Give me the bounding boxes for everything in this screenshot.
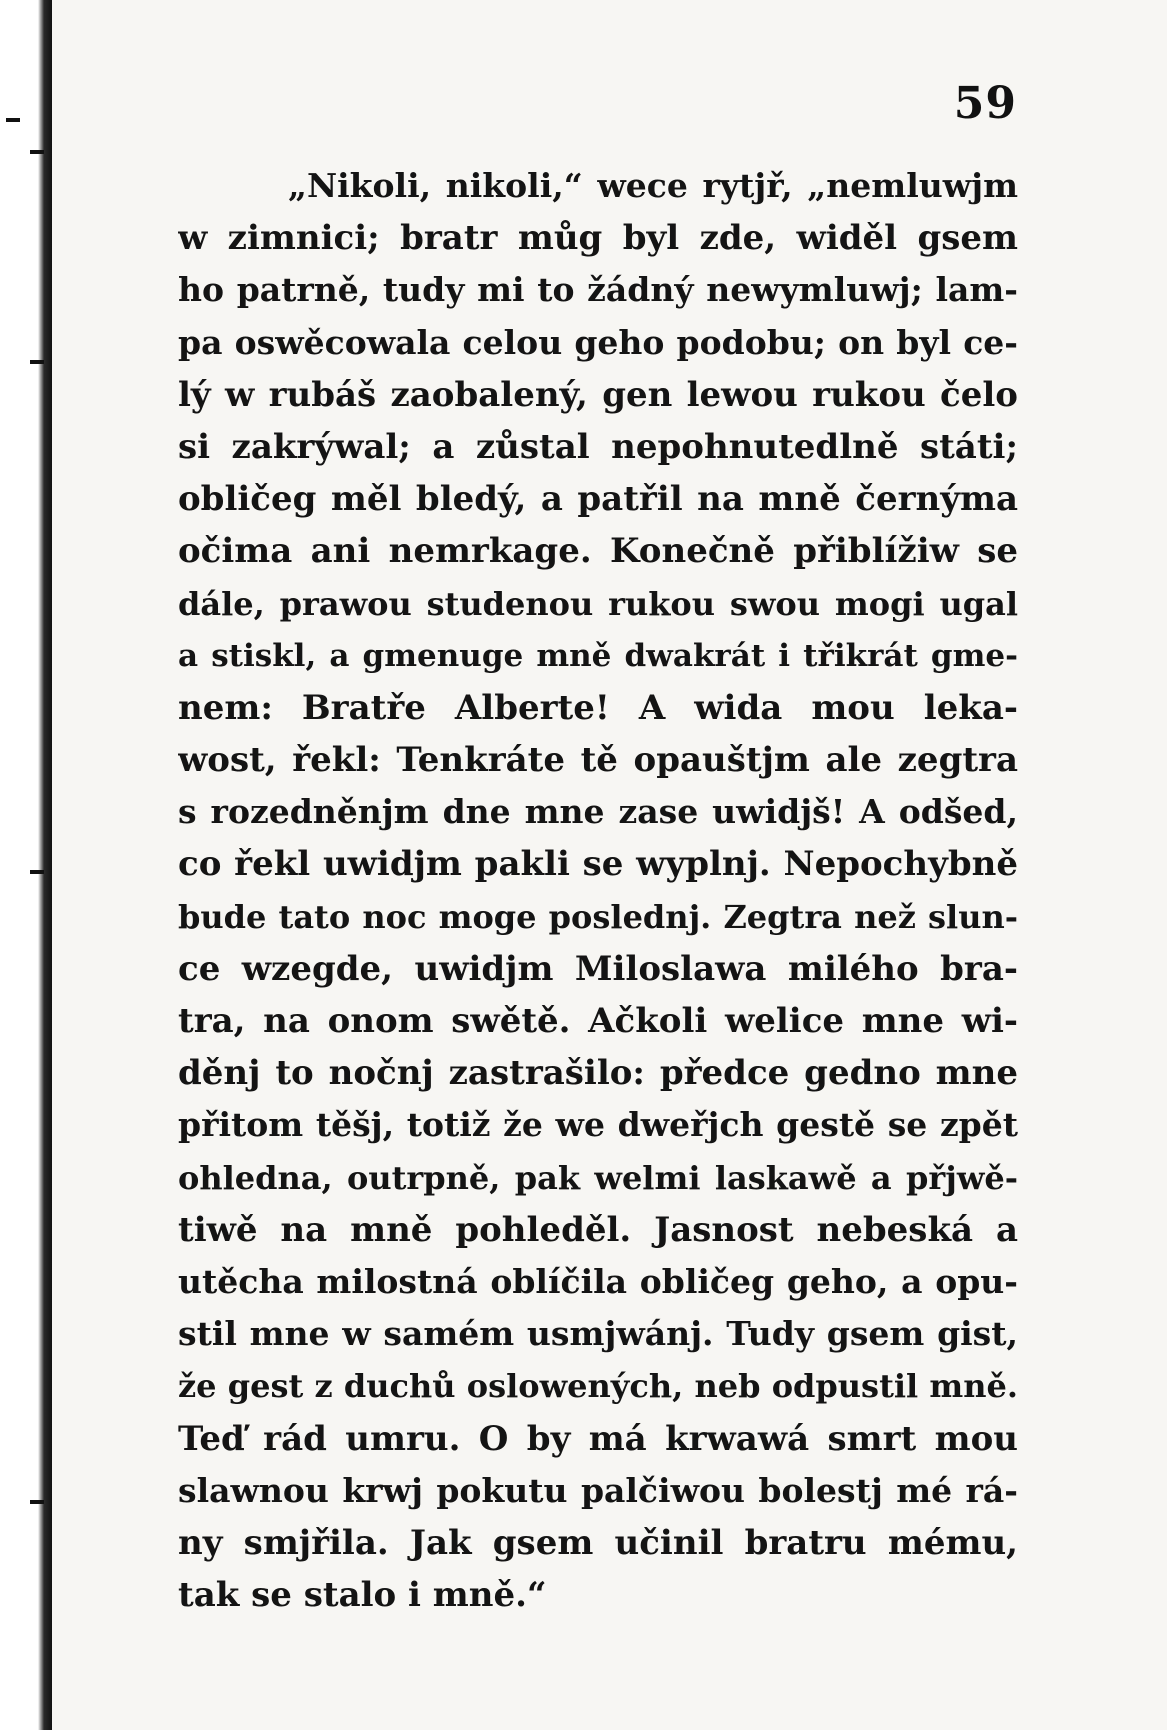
text-line: obličeg měl bledý, a patřil na mně černýma — [178, 479, 1018, 520]
text-line: si zakrýwal; a zůstal nepohnutedlně státi; — [178, 426, 1018, 467]
text-line: „Nikoli, nikoli,“ wece rytjř, „nemluwjm — [288, 166, 1018, 205]
text-line: ny smjřila. Jak gsem učinil bratru mému, — [178, 1522, 1018, 1563]
text-line: stil mne w samém usmjwánj. Tudy gsem gist, — [178, 1314, 1018, 1354]
text-line: děnj to nočnj zastrašilo: předce gedno mne — [178, 1053, 1018, 1094]
gutter-mark — [30, 870, 44, 874]
text-line: utěcha milostná oblíčila obličeg geho, a opu- — [178, 1261, 1018, 1301]
page-gutter — [0, 0, 52, 1730]
gutter-mark — [30, 1500, 44, 1504]
text-line: dále, prawou studenou rukou swou mogi ugal — [178, 584, 1018, 623]
gutter-mark — [30, 150, 44, 154]
text-line: přitom těšj, totiž že we dweřjch gestě se zpět — [178, 1105, 1018, 1145]
text-line: w zimnici; bratr můg byl zde, widěl gsem — [178, 218, 1018, 259]
text-line: wost, řekl: Tenkráte tě opauštjm ale zegtra — [178, 740, 1018, 781]
body-text — [178, 160, 1018, 1621]
text-line: a stiskl, a gmenuge mně dwakrát i třikrát gme- — [178, 637, 1018, 674]
text-line: slawnou krwj pokutu palčiwou bolestj mé rá- — [178, 1470, 1018, 1510]
text-line: ohledna, outrpně, pak welmi laskawě a přjwě- — [178, 1158, 1018, 1197]
text-line: bude tato noc moge poslednj. Zegtra než slun- — [178, 897, 1018, 936]
page-number: 59 — [953, 78, 1017, 129]
text-line: tiwě na mně pohleděl. Jasnost nebeská a — [178, 1209, 1018, 1250]
gutter-mark — [6, 118, 20, 122]
text-line: že gest z duchů oslowených, neb odpustil mně. — [178, 1367, 1018, 1406]
text-line: ho patrně, tudy mi to žádný newymluwj; lam- — [178, 270, 1018, 310]
text-line: lý w rubáš zaobalený, gen lewou rukou čelo — [178, 374, 1018, 415]
gutter-mark — [30, 360, 44, 364]
text-line: co řekl uwidjm pakli se wyplnj. Nepochybně — [178, 844, 1018, 885]
text-line: tak se stalo i mně.“ — [178, 1575, 547, 1616]
text-line: s rozedněnjm dne mne zase uwidjš! A odšed, — [178, 792, 1018, 832]
text-line: nem: Bratře Alberte! A wida mou leka- — [178, 687, 1018, 728]
text-line: ce wzegde, uwidjm Miloslawa milého bra- — [178, 948, 1018, 989]
text-line: Teď rád umru. O by má krwawá smrt mou — [178, 1418, 1018, 1459]
text-line: očima ani nemrkage. Konečně přiblížiw se — [178, 531, 1018, 572]
text-line: pa oswěcowala celou geho podobu; on byl ce- — [178, 322, 1018, 362]
text-line: tra, na onom swětě. Ačkoli welice mne wi- — [178, 1001, 1018, 1041]
